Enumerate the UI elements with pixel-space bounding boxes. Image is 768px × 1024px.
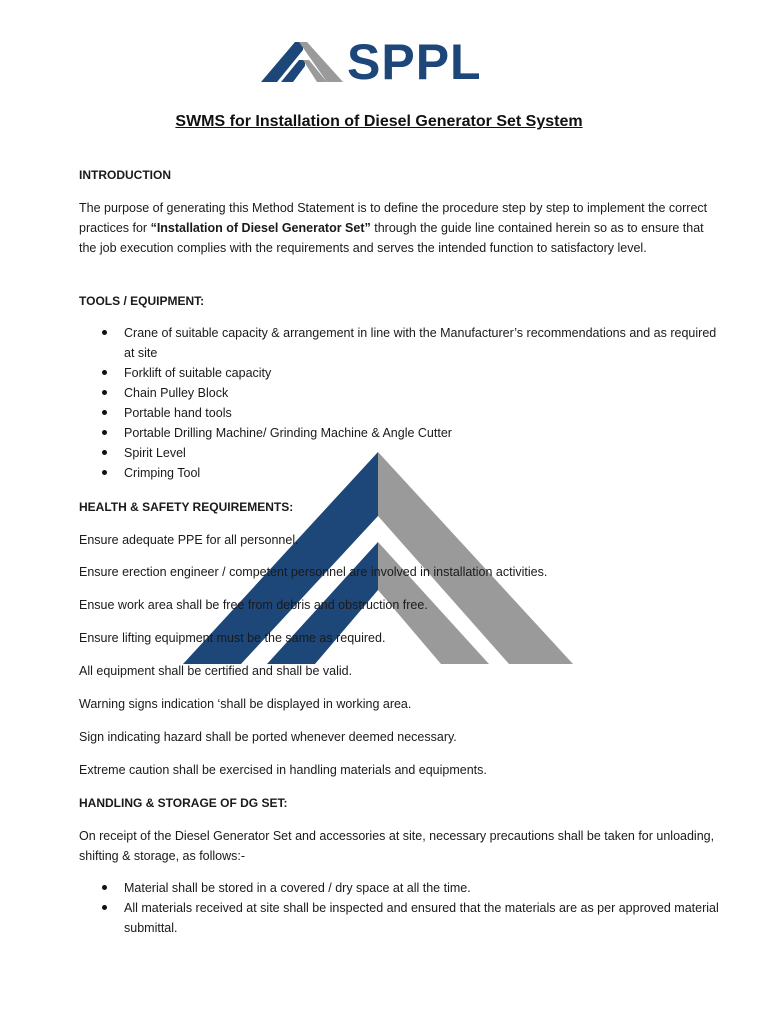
introduction-paragraph <box>79 198 724 258</box>
introduction-heading: INTRODUCTION <box>79 168 171 182</box>
health-safety-heading: HEALTH & SAFETY REQUIREMENTS: <box>79 500 294 514</box>
handling-list <box>79 878 724 938</box>
intro-text-before: The purpose of generating this Method Statement is to define the procedure step by step to implement the correct practices for <box>79 201 708 235</box>
list-item: Material shall be stored in a covered / dry space at all the time. <box>79 878 724 898</box>
safety-line: Ensue work area shall be free from debris and obstruction free. <box>79 598 428 612</box>
intro-text-bold: “Installation of Diesel Generator Set” <box>150 221 371 235</box>
handling-heading: HANDLING & STORAGE OF DG SET: <box>79 796 288 810</box>
tools-heading: TOOLS / EQUIPMENT: <box>79 294 205 308</box>
safety-line: Ensure erection engineer / competent personnel are involved in installation activities. <box>79 565 548 579</box>
document-title: SWMS for Installation of Diesel Generator Set System <box>175 113 583 130</box>
logo-mark-icon <box>261 40 343 84</box>
intro-text-after: through the guide line contained herein so as to ensure that the job execution complies with the requirements and serves the intended function to satisfactory level. <box>79 221 704 255</box>
safety-line: Ensure adequate PPE for all personnel. <box>79 533 299 547</box>
tools-list <box>79 323 724 483</box>
safety-line: Extreme caution shall be exercised in handling materials and equipments. <box>79 763 487 777</box>
list-item: Crimping Tool <box>79 463 724 483</box>
list-item: Chain Pulley Block <box>79 383 724 403</box>
safety-line: All equipment shall be certified and shall be valid. <box>79 664 353 678</box>
handling-paragraph: On receipt of the Diesel Generator Set and accessories at site, necessary precautions shall be taken for unloading, shifting & storage, as follows:- <box>79 829 715 863</box>
list-item: Portable Drilling Machine/ Grinding Machine & Angle Cutter <box>79 423 724 443</box>
list-item: Crane of suitable capacity & arrangement in line with the Manufacturer’s recommendations and as required at site <box>79 323 724 363</box>
sppl-logo <box>261 34 501 90</box>
list-item: All materials received at site shall be inspected and ensured that the materials are as per approved material submittal. <box>79 898 724 938</box>
list-item: Forklift of suitable capacity <box>79 363 724 383</box>
list-item: Spirit Level <box>79 443 724 463</box>
safety-line: Sign indicating hazard shall be ported whenever deemed necessary. <box>79 730 457 744</box>
safety-line: Ensure lifting equipment must be the same as required. <box>79 631 386 645</box>
safety-line: Warning signs indication ‘shall be displayed in working area. <box>79 697 412 711</box>
list-item: Portable hand tools <box>79 403 724 423</box>
logo-wordmark: SPPL <box>347 34 482 90</box>
